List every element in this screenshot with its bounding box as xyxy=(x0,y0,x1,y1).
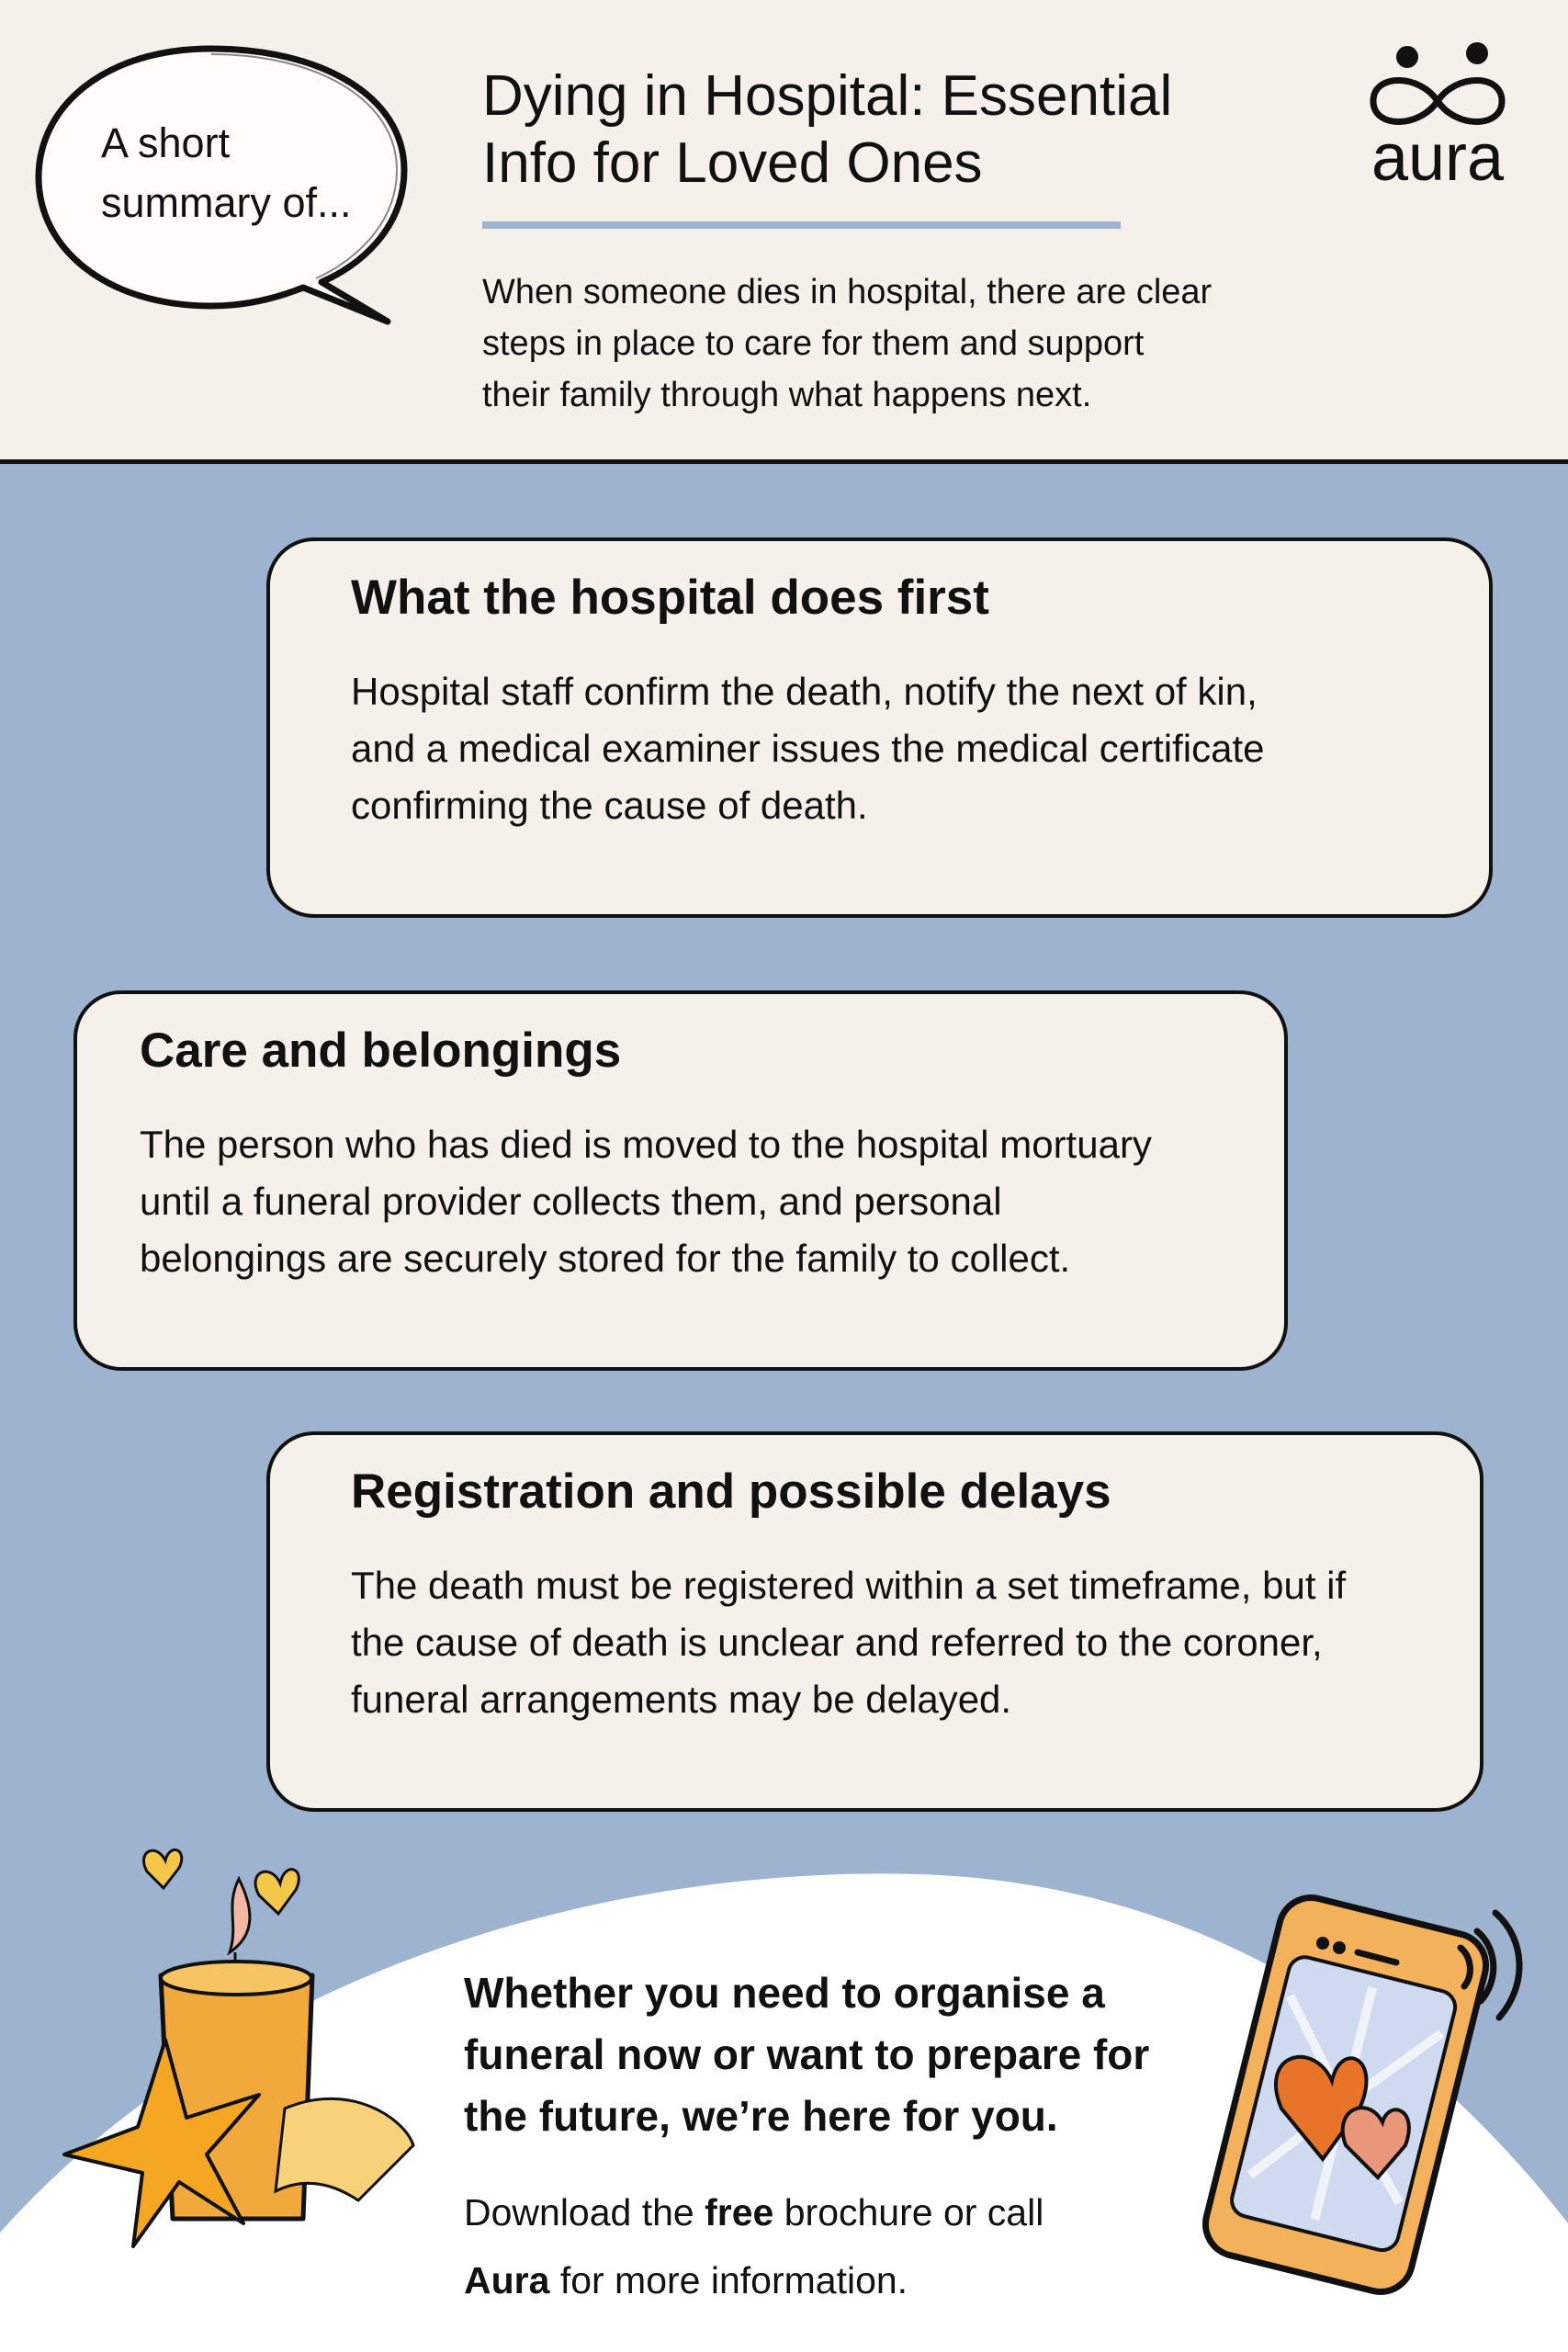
card-registration-delays xyxy=(266,1431,1483,1812)
intro-text: When someone dies in hospital, there are clear steps in place to care for them and support their family through what happens next. xyxy=(482,273,1213,414)
cta-aura-bold: Aura xyxy=(464,2259,550,2301)
bubble-text: A short summary of... xyxy=(101,119,352,226)
card-heading: Care and belongings xyxy=(140,1023,622,1078)
card-heading: What the hospital does first xyxy=(351,571,989,625)
cta-free-bold: free xyxy=(705,2191,774,2233)
cta-download-suffix: brochure or call xyxy=(773,2191,1044,2233)
card-hospital-first xyxy=(266,537,1493,918)
cta-call-suffix: for more information. xyxy=(549,2259,908,2301)
card-care-belongings xyxy=(73,990,1288,1371)
cta-call-line[interactable] xyxy=(464,2257,908,2303)
heart-icon xyxy=(144,1849,182,1888)
phone-illustration xyxy=(1185,1883,1552,2324)
heart-icon xyxy=(255,1870,299,1914)
card-heading: Registration and possible delays xyxy=(351,1464,1111,1519)
cta-heading: Whether you need to organise a funeral now or want to prepare for the future, we’re here for you. xyxy=(464,1969,1150,2140)
cta-download-line[interactable] xyxy=(464,2189,1043,2235)
logo-text: aura xyxy=(1371,121,1505,195)
card-body: Hospital staff confirm the death, notify the next of kin, and a medical examiner issues the medical certificate confirming the cause of death. xyxy=(351,670,1265,827)
card-body: The person who has died is moved to the hospital mortuary until a funeral provider collects them, and personal belongings are securely stored for the family to collect. xyxy=(140,1123,1152,1280)
cta-download-prefix: Download the xyxy=(464,2191,705,2233)
page-title: Dying in Hospital: Essential Info for Loved Ones xyxy=(482,64,1173,195)
card-body: The death must be registered within a set timeframe, but if the cause of death is unclear and referred to the coroner, funeral arrangements may be delayed. xyxy=(351,1564,1347,1721)
candle-illustration xyxy=(55,1815,423,2292)
